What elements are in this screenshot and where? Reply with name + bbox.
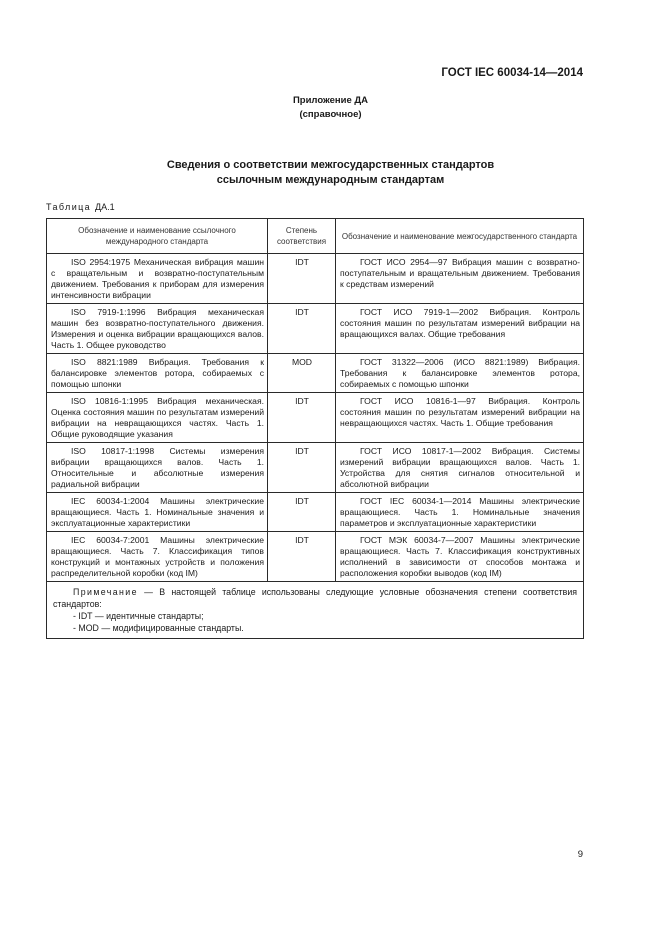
degree-cell: IDT bbox=[268, 304, 336, 354]
note-body: — В настоящей таблице использованы следующие условные обозначения степени соответствия стандартов: bbox=[53, 587, 577, 609]
note-text bbox=[53, 586, 577, 610]
section-title-line-1: Сведения о соответствии межгосударственных стандартов bbox=[166, 159, 495, 171]
table-note bbox=[47, 582, 584, 639]
section-title-line-2: ссылочным международным стандартам bbox=[216, 174, 445, 186]
table-row bbox=[47, 532, 584, 582]
interstate-standard-cell: ГОСТ МЭК 60034-7—2007 Машины электрические вращающиеся. Часть 7. Классификация конструктивных исполнений в зависимости от способов монтажа и расположения коробки выводов (код IM) bbox=[336, 532, 584, 582]
interstate-standard-cell: ГОСТ ИСО 7919-1—2002 Вибрация. Контроль состояния машин по результатам измерений вибрации на вращающихся валах. Общие требования bbox=[336, 304, 584, 354]
table-row bbox=[47, 443, 584, 493]
degree-cell: IDT bbox=[268, 393, 336, 443]
table-row bbox=[47, 393, 584, 443]
note-item-idt: - IDT — идентичные стандарты; bbox=[73, 611, 204, 621]
reference-standard-cell: ISO 8821:1989 Вибрация. Требования к балансировке элементов ротора, собираемых с помощью шпонки bbox=[47, 354, 268, 393]
note-heading: Примечание bbox=[73, 587, 138, 597]
reference-standard-cell: ISO 2954:1975 Механическая вибрация машин с вращательным и возвратно-поступательным движением. Требования к приборам для измерения интенсивности вибрации bbox=[47, 254, 268, 304]
header-interstate-standard: Обозначение и наименование межгосударственного стандарта bbox=[336, 219, 584, 254]
reference-standard-cell: IEC 60034-1:2004 Машины электрические вращающиеся. Часть 1. Номинальные значения и эксплуатационные характеристики bbox=[47, 493, 268, 532]
correspondence-table bbox=[46, 218, 584, 639]
reference-standard-cell: ISO 10816-1:1995 Вибрация механическая. Оценка состояния машин по результатам измерений вибрации на невращающихся частях. Часть 1. Общие руководящие указания bbox=[47, 393, 268, 443]
interstate-standard-cell: ГОСТ ИСО 10817-1—2002 Вибрация. Системы измерений вибрации вращающихся валов. Часть 1. Устройства для снятия сигналов относительной и абсолютной вибрации bbox=[336, 443, 584, 493]
degree-cell: IDT bbox=[268, 254, 336, 304]
annex-subtitle: (справочное) bbox=[299, 109, 362, 120]
degree-cell: IDT bbox=[268, 493, 336, 532]
header-international-standard: Обозначение и наименование ссылочного международного стандарта bbox=[47, 219, 268, 254]
table-label-prefix: Таблица bbox=[46, 202, 92, 212]
table-row bbox=[47, 254, 584, 304]
degree-cell: MOD bbox=[268, 354, 336, 393]
page-number: 9 bbox=[577, 849, 583, 860]
table-label bbox=[46, 202, 115, 212]
table-row bbox=[47, 354, 584, 393]
reference-standard-cell: ISO 10817-1:1998 Системы измерения вибрации вращающихся валов. Часть 1. Относительные и абсолютные измерения радиальной вибрации bbox=[47, 443, 268, 493]
table-header-row bbox=[47, 219, 584, 254]
interstate-standard-cell: ГОСТ ИСО 2954—97 Вибрация машин с возвратно-поступательным и вращательным движением. Требования к средствам измерений bbox=[336, 254, 584, 304]
note-item-mod: - MOD — модифицированные стандарты. bbox=[73, 623, 244, 633]
interstate-standard-cell: ГОСТ 31322—2006 (ИСО 8821:1989) Вибрация. Требования к балансировке элементов ротора, собираемых с помощью шпонки bbox=[336, 354, 584, 393]
interstate-standard-cell: ГОСТ ИСО 10816-1—97 Вибрация. Контроль состояния машин по результатам измерений вибрации на невращающихся частях. Часть 1. Общие требования bbox=[336, 393, 584, 443]
reference-standard-cell: IEC 60034-7:2001 Машины электрические вращающиеся. Часть 7. Классификация типов конструкций и монтажных устройств и положения распределительной коробки (код IM) bbox=[47, 532, 268, 582]
document-code: ГОСТ IEC 60034-14—2014 bbox=[441, 67, 583, 79]
degree-cell: IDT bbox=[268, 532, 336, 582]
reference-standard-cell: ISO 7919-1:1996 Вибрация механическая машин без возвратно-поступательного движения. Измерения и оценка вибрации вращающихся валов. Часть 1. Общее руководство bbox=[47, 304, 268, 354]
header-degree: Степень соответствия bbox=[268, 219, 336, 254]
table-row bbox=[47, 304, 584, 354]
table-row bbox=[47, 493, 584, 532]
annex-title: Приложение ДА bbox=[292, 95, 369, 106]
table-label-number: ДА.1 bbox=[95, 202, 115, 212]
interstate-standard-cell: ГОСТ IEC 60034-1—2014 Машины электрические вращающиеся. Часть 1. Номинальные значения параметров и эксплуатационные характеристики bbox=[336, 493, 584, 532]
table-note-row bbox=[47, 582, 584, 639]
degree-cell: IDT bbox=[268, 443, 336, 493]
